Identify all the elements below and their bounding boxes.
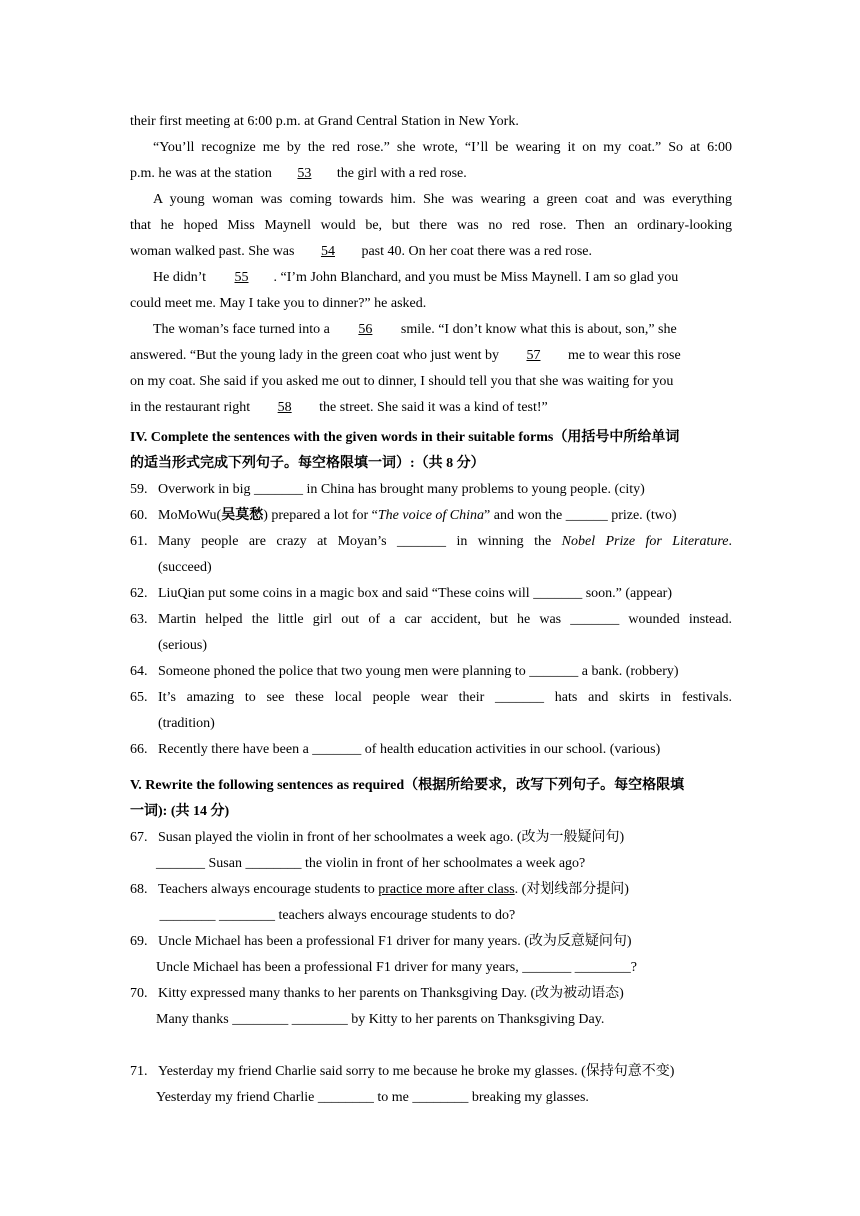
question-text: Recently there have been a _______ of health education activities in our school. (various)	[158, 742, 661, 757]
question-70	[130, 981, 732, 1007]
question-71	[130, 1059, 732, 1085]
question-text: ” and won the ______ prize. (two)	[484, 508, 677, 523]
passage-line	[130, 343, 732, 369]
question-line	[158, 529, 732, 555]
text: in the restaurant right	[130, 400, 254, 415]
text: He didn’t	[153, 270, 210, 285]
question-68	[130, 877, 732, 903]
document-content	[130, 109, 732, 1111]
section-iv-title: IV. Complete the sentences with the given words in their suitable forms（用括号中所给单词	[130, 430, 680, 445]
section-iv-title-cont: 的适当形式完成下列句子。每空格限填一词）:（共 8 分）	[130, 456, 485, 471]
question-number: 62.	[130, 586, 148, 601]
question-text: Martin helped the little girl out of a car accident, but he was _______ wounded instead.	[158, 612, 732, 627]
question-number: 64.	[130, 664, 148, 679]
answer-line[interactable]: Yesterday my friend Charlie ________ to me ________ breaking my glasses.	[156, 1090, 589, 1105]
question-number: 60.	[130, 508, 148, 523]
given-word: (serious)	[158, 638, 207, 653]
section-v	[130, 773, 732, 1111]
passage-line: that he hoped Miss Maynell would be, but there was no red rose. Then an ordinary-looking	[130, 218, 732, 233]
question-66	[130, 737, 732, 763]
question-number: 63.	[130, 612, 148, 627]
question-62	[130, 581, 732, 607]
prize-title: Nobel Prize for Literature	[561, 534, 729, 549]
question-number: 59.	[130, 482, 148, 497]
question-number: 69.	[130, 934, 148, 949]
question-60	[130, 503, 732, 529]
blank-54[interactable]: 54	[320, 244, 335, 259]
answer-line[interactable]: ________ ________ teachers always encourage students to do?	[156, 908, 516, 923]
blank-58[interactable]: 58	[277, 400, 292, 415]
question-number: 67.	[130, 830, 148, 845]
section-v-title: V. Rewrite the following sentences as required（根据所给要求，改写下列句子。每空格限填	[130, 778, 685, 793]
text: smile. “I don’t know what this is about, son,” she	[397, 322, 677, 337]
question-number: 65.	[130, 690, 148, 705]
answer-line[interactable]: _______ Susan ________ the violin in front of her schoolmates a week ago?	[156, 856, 586, 871]
text: . “I’m John Blanchard, and you must be Miss Maynell. I am so glad you	[273, 270, 679, 285]
given-word: (succeed)	[158, 560, 212, 575]
answer-line[interactable]: Uncle Michael has been a professional F1 driver for many years, _______ ________?	[156, 960, 637, 975]
chinese-name: 吴莫愁	[221, 508, 264, 523]
question-67	[130, 825, 732, 851]
question-text: Someone phoned the police that two young men were planning to _______ a bank. (robbery)	[158, 664, 679, 679]
question-number: 61.	[130, 534, 148, 549]
question-text: Many people are crazy at Moyan’s _______ in winning the	[158, 534, 562, 549]
blank-55[interactable]: 55	[234, 270, 249, 285]
passage-line: “You’ll recognize me by the red rose.” she wrote, “I’ll be wearing it on my coat.” So at 6:00	[153, 140, 732, 155]
question-61	[130, 529, 732, 581]
text: past 40. On her coat there was a red rose.	[357, 244, 592, 259]
passage-line: on my coat. She said if you asked me out to dinner, I should tell you that she was waiting for you	[130, 374, 674, 389]
text: The woman’s face turned into a	[153, 322, 334, 337]
passage-line	[130, 239, 732, 265]
text: woman walked past. She was	[130, 244, 298, 259]
question-text: .	[728, 534, 733, 549]
question-text: Overwork in big _______ in China has brought many problems to young people. (city)	[158, 482, 645, 497]
text: answered. “But the young lady in the green coat who just went by	[130, 348, 503, 363]
question-text: Teachers always encourage students to	[158, 882, 379, 897]
passage-line: A young woman was coming towards him. She was wearing a green coat and was everything	[153, 192, 732, 207]
passage-line: could meet me. May I take you to dinner?” he asked.	[130, 296, 427, 311]
question-number: 68.	[130, 882, 148, 897]
question-text: Yesterday my friend Charlie said sorry to me because he broke my glasses. (保持句意不变)	[158, 1064, 675, 1079]
question-text: . (对划线部分提问)	[514, 882, 629, 897]
question-63	[130, 607, 732, 659]
question-text: Uncle Michael has been a professional F1 driver for many years. (改为反意疑问句)	[158, 934, 632, 949]
blank-53[interactable]: 53	[297, 166, 312, 181]
given-word: (tradition)	[158, 716, 215, 731]
question-text: It’s amazing to see these local people wear their _______ hats and skirts in festivals.	[158, 690, 732, 705]
reading-passage	[130, 109, 732, 421]
passage-line	[130, 265, 732, 291]
question-64	[130, 659, 732, 685]
question-text: Susan played the violin in front of her schoolmates a week ago. (改为一般疑问句)	[158, 830, 625, 845]
question-59	[130, 477, 732, 503]
question-number: 66.	[130, 742, 148, 757]
question-text: Kitty expressed many thanks to her parents on Thanksgiving Day. (改为被动语态)	[158, 986, 624, 1001]
passage-line	[130, 395, 732, 421]
question-69	[130, 929, 732, 955]
underlined-phrase: practice more after class	[378, 882, 515, 897]
text: the street. She said it was a kind of test!”	[315, 400, 548, 415]
blank-56[interactable]: 56	[358, 322, 373, 337]
question-number: 71.	[130, 1064, 148, 1079]
spacer	[130, 1033, 732, 1059]
answer-line[interactable]: Many thanks ________ ________ by Kitty to her parents on Thanksgiving Day.	[156, 1012, 605, 1027]
question-text: MoMoWu(	[158, 508, 222, 523]
section-iv	[130, 425, 732, 763]
question-65	[130, 685, 732, 737]
question-number: 70.	[130, 986, 148, 1001]
passage-line: their first meeting at 6:00 p.m. at Grand Central Station in New York.	[130, 114, 519, 129]
passage-line	[130, 161, 732, 187]
question-text: LiuQian put some coins in a magic box and said “These coins will _______ soon.” (appear)	[158, 586, 672, 601]
question-text: ) prepared a lot for “	[263, 508, 378, 523]
text: p.m. he was at the station	[130, 166, 276, 181]
section-v-title-cont: 一词): (共 14 分)	[130, 804, 230, 819]
show-title: The voice of China	[377, 508, 485, 523]
blank-57[interactable]: 57	[526, 348, 541, 363]
passage-line	[130, 317, 732, 343]
text: me to wear this rose	[564, 348, 681, 363]
text: the girl with a red rose.	[333, 166, 467, 181]
